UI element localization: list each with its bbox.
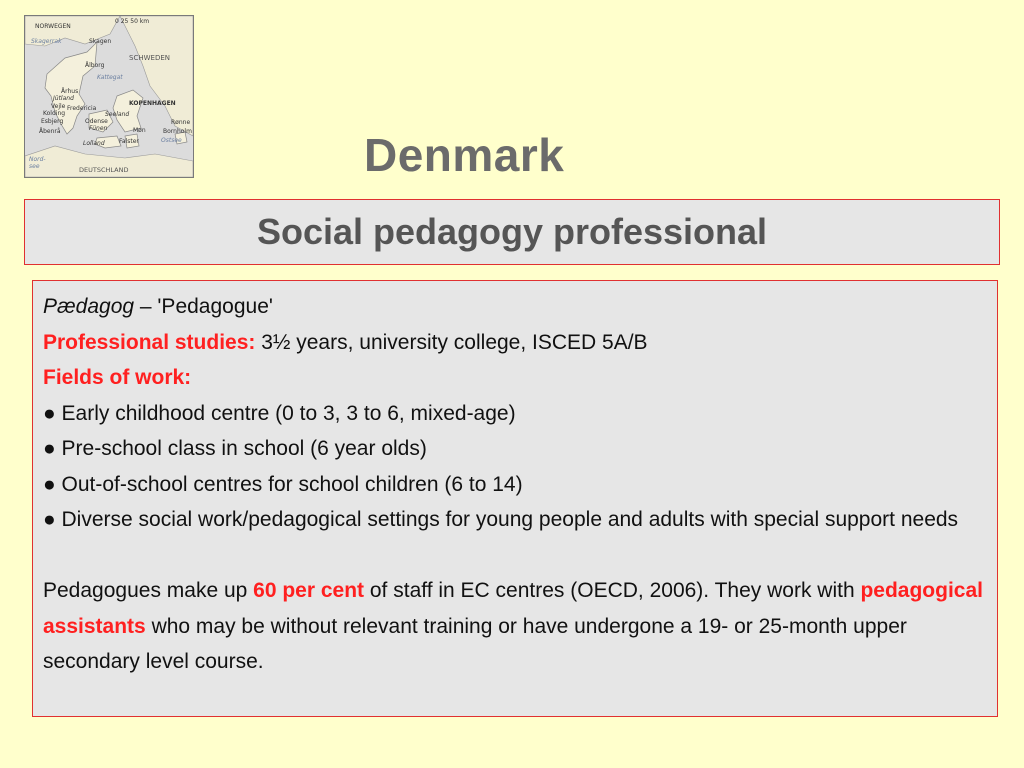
summary-text-3: who may be without relevant training or have undergone a 19- or 25-month upper secondary level course.: [43, 614, 907, 673]
map-label-skagerrak: Skagerrak: [31, 38, 62, 45]
summary-highlight-assistants: pedagogical assistants: [43, 579, 983, 638]
map-label-deutschland: DEUTSCHLAND: [79, 166, 129, 174]
map-label-aalborg: Ålborg: [85, 62, 105, 69]
subtitle-banner: [24, 199, 1000, 265]
list-item: ● Pre-school class in school (6 year olds): [43, 437, 427, 460]
term-line: [43, 289, 987, 325]
map-label-skagen: Skagen: [89, 38, 112, 45]
studies-value: 3½ years, university college, ISCED 5A/B: [255, 330, 648, 354]
list-item: ● Out-of-school centres for school children (6 to 14): [43, 472, 523, 496]
list-item: ● Diverse social work/pedagogical settings for young people and adults with special support needs: [43, 508, 959, 531]
spacer: [43, 538, 987, 574]
studies-line: [43, 325, 987, 361]
map-label-aabenraa: Åbenrå: [39, 128, 61, 135]
term-translation: – 'Pedagogue': [134, 295, 273, 318]
summary-highlight-percent: 60 per cent: [253, 579, 365, 602]
map-label-bornholm: Bornholm: [163, 128, 192, 135]
map-label-fuenen: Fünen: [89, 125, 108, 132]
map-label-ostsee: Ostsee: [161, 137, 182, 144]
map-label-kopenhagen: KOPENHAGEN: [129, 100, 176, 107]
content-panel: [32, 280, 998, 717]
map-label-aarhus: Århus: [61, 88, 79, 95]
list-item: ● Early childhood centre (0 to 3, 3 to 6, mixed-age): [43, 401, 516, 425]
map-label-vejle: Vejle: [51, 103, 66, 110]
map-label-falster: Falster: [119, 138, 139, 145]
page-title: Denmark: [364, 129, 565, 181]
map-label-kattegat: Kattegat: [97, 74, 123, 81]
map-label-juetland: Jütland: [53, 95, 74, 102]
map-label-kolding: Kolding: [43, 110, 66, 117]
map-label-schweden: SCHWEDEN: [129, 54, 170, 62]
map-label-odense: Odense: [85, 118, 108, 125]
fields-line: [43, 360, 987, 396]
summary-paragraph: [43, 573, 987, 680]
map-label-lolland: Lolland: [83, 140, 105, 147]
subtitle: Social pedagogy professional: [256, 211, 768, 252]
map-label-roenne: Rønne: [171, 119, 191, 126]
denmark-map: [24, 15, 194, 178]
map-label-fredericia: Fredericia: [67, 105, 97, 112]
studies-label: Professional studies:: [43, 330, 256, 354]
map-label-norwegen: NORWEGEN: [35, 23, 71, 30]
summary-text-2: of staff in EC centres (OECD, 2006). They work with: [364, 579, 861, 602]
map-label-seeland: Seeland: [105, 111, 130, 118]
map-label-esbjerg: Esbjerg: [41, 118, 64, 125]
fields-label: Fields of work:: [43, 366, 192, 389]
map-label-moen: Møn: [133, 127, 146, 134]
map-label-nordsee: Nord-see: [29, 156, 46, 170]
map-scale: 0 25 50 km: [115, 18, 150, 25]
summary-text-1: Pedagogues make up: [43, 579, 254, 602]
term-italic: Pædagog: [43, 295, 135, 318]
